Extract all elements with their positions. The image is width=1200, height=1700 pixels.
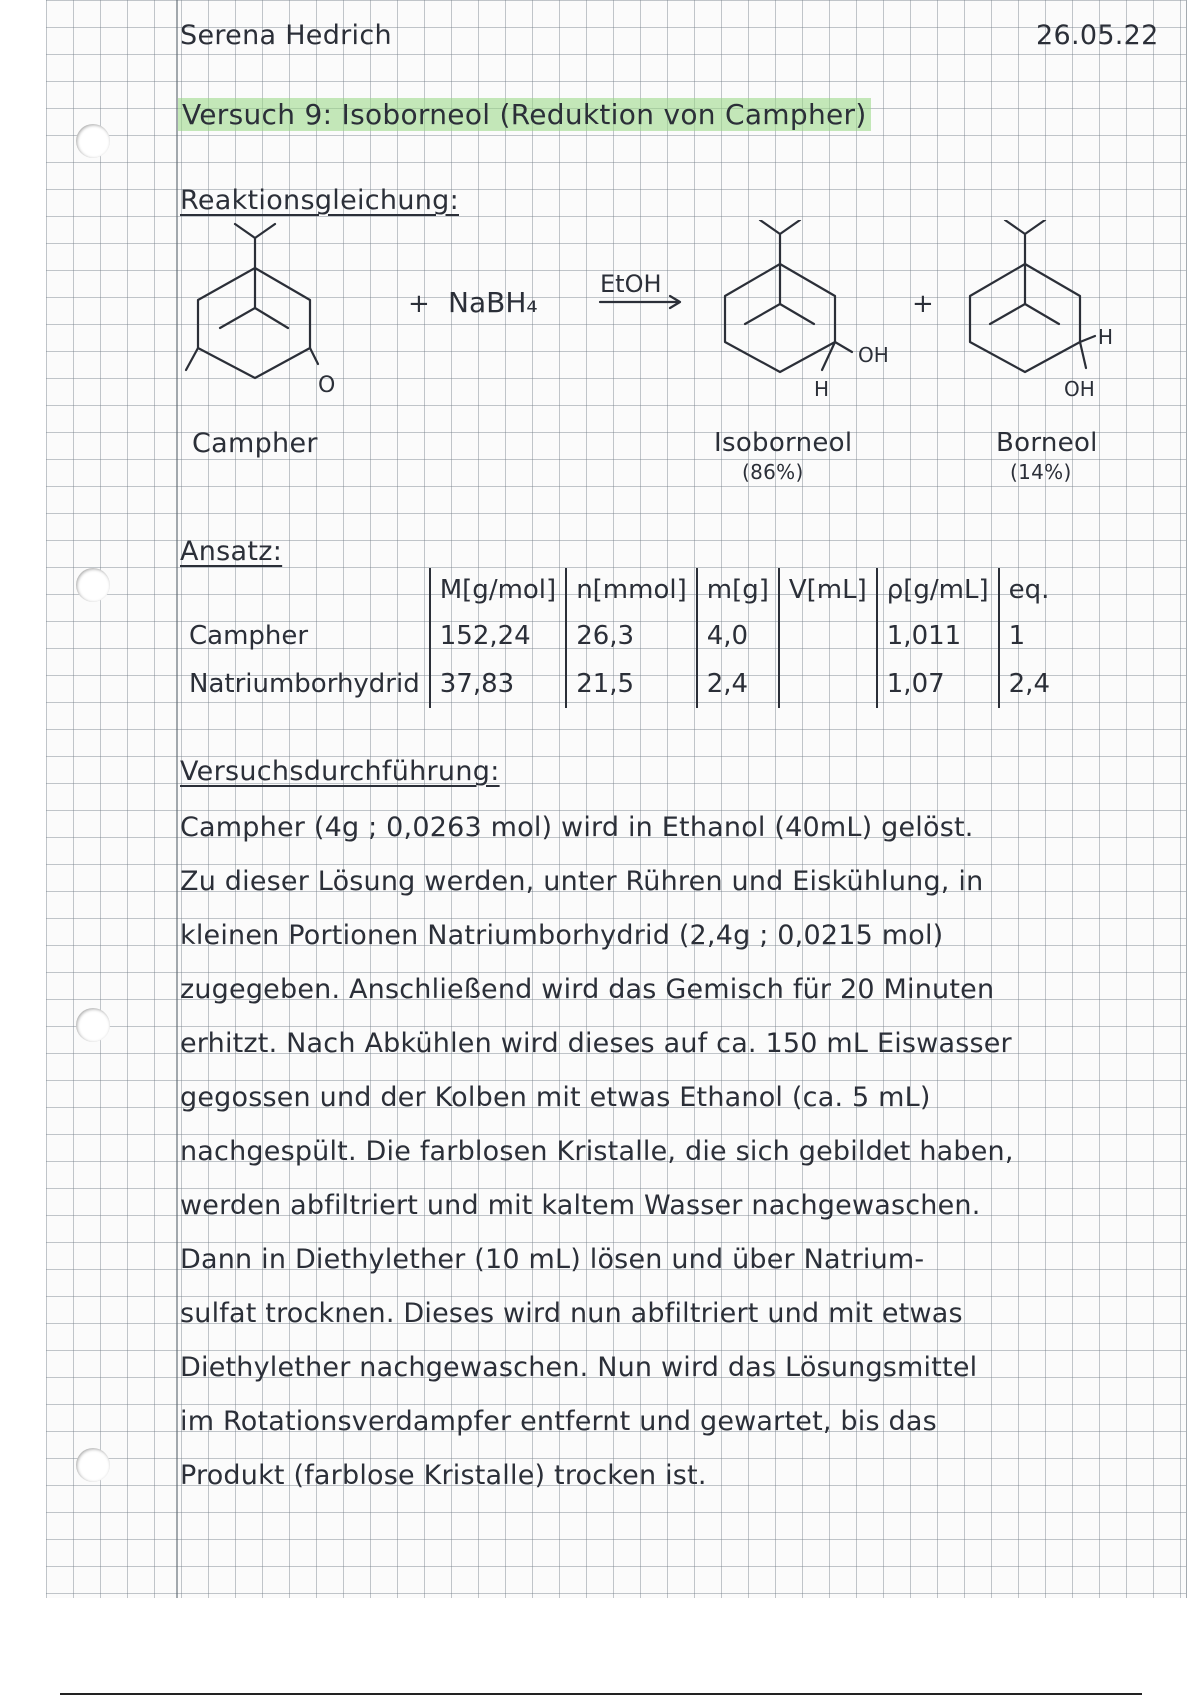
procedure-line: zugegeben. Anschließend wird das Gemisch für 20 Minuten: [180, 974, 995, 1005]
isoborneol-percent: (86%): [742, 460, 804, 484]
procedure-heading: Versuchsdurchführung:: [180, 756, 500, 787]
table-cell: 2,4: [697, 660, 779, 708]
procedure-line: kleinen Portionen Natriumborhydrid (2,4g ; 0,0215 mol): [180, 920, 944, 951]
reaction-heading: Reaktionsgleichung:: [180, 185, 459, 216]
procedure-line: nachgespült. Die farblosen Kristalle, die sich gebildet haben,: [180, 1136, 1014, 1167]
procedure-line: Diethylether nachgewaschen. Nun wird das Lösungsmittel: [180, 1352, 978, 1383]
table-cell: 4,0: [697, 612, 779, 660]
ansatz-table: [180, 568, 1059, 708]
procedure-line: sulfat trocknen. Dieses wird nun abfiltriert und mit etwas: [180, 1298, 963, 1329]
borneol-label: Borneol: [996, 428, 1098, 458]
column-header: n[mmol]: [566, 568, 697, 612]
table-cell: 152,24: [430, 612, 566, 660]
isoborneol-label: Isoborneol: [714, 428, 853, 458]
reaction-scheme: [180, 220, 1180, 500]
row-label: Campher: [189, 621, 309, 651]
table-cell: 2,4: [999, 660, 1059, 708]
procedure-line: werden abfiltriert und mit kaltem Wasser nachgewaschen.: [180, 1190, 981, 1221]
table-cell: 1,011: [877, 612, 999, 660]
campher-structure: [186, 224, 318, 378]
isoborneol-structure: [725, 220, 852, 372]
author-name: Serena Hedrich: [180, 20, 392, 51]
borneol-h: H: [1098, 325, 1114, 349]
title-text: Versuch 9: Isoborneol (Reduktion von Campher): [178, 98, 871, 131]
procedure-line: Campher (4g ; 0,0263 mol) wird in Ethanol (40mL) gelöst.: [180, 812, 974, 843]
procedure-line: erhitzt. Nach Abkühlen wird dieses auf ca. 150 mL Eiswasser: [180, 1028, 1012, 1059]
table-cell: 1: [999, 612, 1059, 660]
table-row: [180, 660, 1059, 708]
borneol-oh: OH: [1064, 377, 1095, 401]
column-header: m[g]: [697, 568, 779, 612]
solvent-label: EtOH: [600, 270, 662, 298]
isoborneol-oh: OH: [858, 343, 889, 367]
campher-label: Campher: [192, 428, 318, 459]
punch-hole: [76, 1008, 110, 1042]
procedure-line: Zu dieser Lösung werden, unter Rühren und Eiskühlung, in: [180, 866, 984, 897]
column-header: M[g/mol]: [430, 568, 566, 612]
ansatz-heading: Ansatz:: [180, 536, 283, 567]
isoborneol-h: H: [814, 377, 830, 401]
procedure-line: Produkt (farblose Kristalle) trocken ist.: [180, 1460, 707, 1491]
margin-line-left: [176, 0, 178, 1598]
table-cell: [779, 660, 877, 708]
table-header-row: [180, 568, 1059, 612]
table-cell: 1,07: [877, 660, 999, 708]
borneol-structure: [970, 220, 1095, 372]
column-header: V[mL]: [779, 568, 877, 612]
column-header: ρ[g/mL]: [877, 568, 999, 612]
punch-hole: [76, 568, 110, 602]
column-header: eq.: [999, 568, 1059, 612]
plus-sign: +: [912, 289, 934, 319]
table-cell: 21,5: [566, 660, 697, 708]
margin-line-right: [1186, 0, 1187, 1598]
date: 26.05.22: [1036, 20, 1159, 51]
ketone-oxygen: O: [318, 373, 336, 398]
table-cell: 37,83: [430, 660, 566, 708]
row-label: Natriumborhydrid: [189, 669, 420, 699]
procedure-line: im Rotationsverdampfer entfernt und gewartet, bis das: [180, 1406, 937, 1437]
plus-sign: +: [408, 289, 430, 319]
page-title: [178, 98, 871, 131]
table-cell: 26,3: [566, 612, 697, 660]
borneol-percent: (14%): [1010, 460, 1072, 484]
table-corner: [180, 568, 430, 612]
procedure-line: Dann in Diethylether (10 mL) lösen und über Natrium-: [180, 1244, 925, 1275]
reagent-nabh4: NaBH₄: [448, 286, 538, 319]
table-row: [180, 612, 1059, 660]
table-cell: [779, 612, 877, 660]
procedure-line: gegossen und der Kolben mit etwas Ethanol (ca. 5 mL): [180, 1082, 931, 1113]
bottom-rule: [60, 1693, 1142, 1695]
punch-hole: [76, 124, 110, 158]
punch-hole: [76, 1448, 110, 1482]
